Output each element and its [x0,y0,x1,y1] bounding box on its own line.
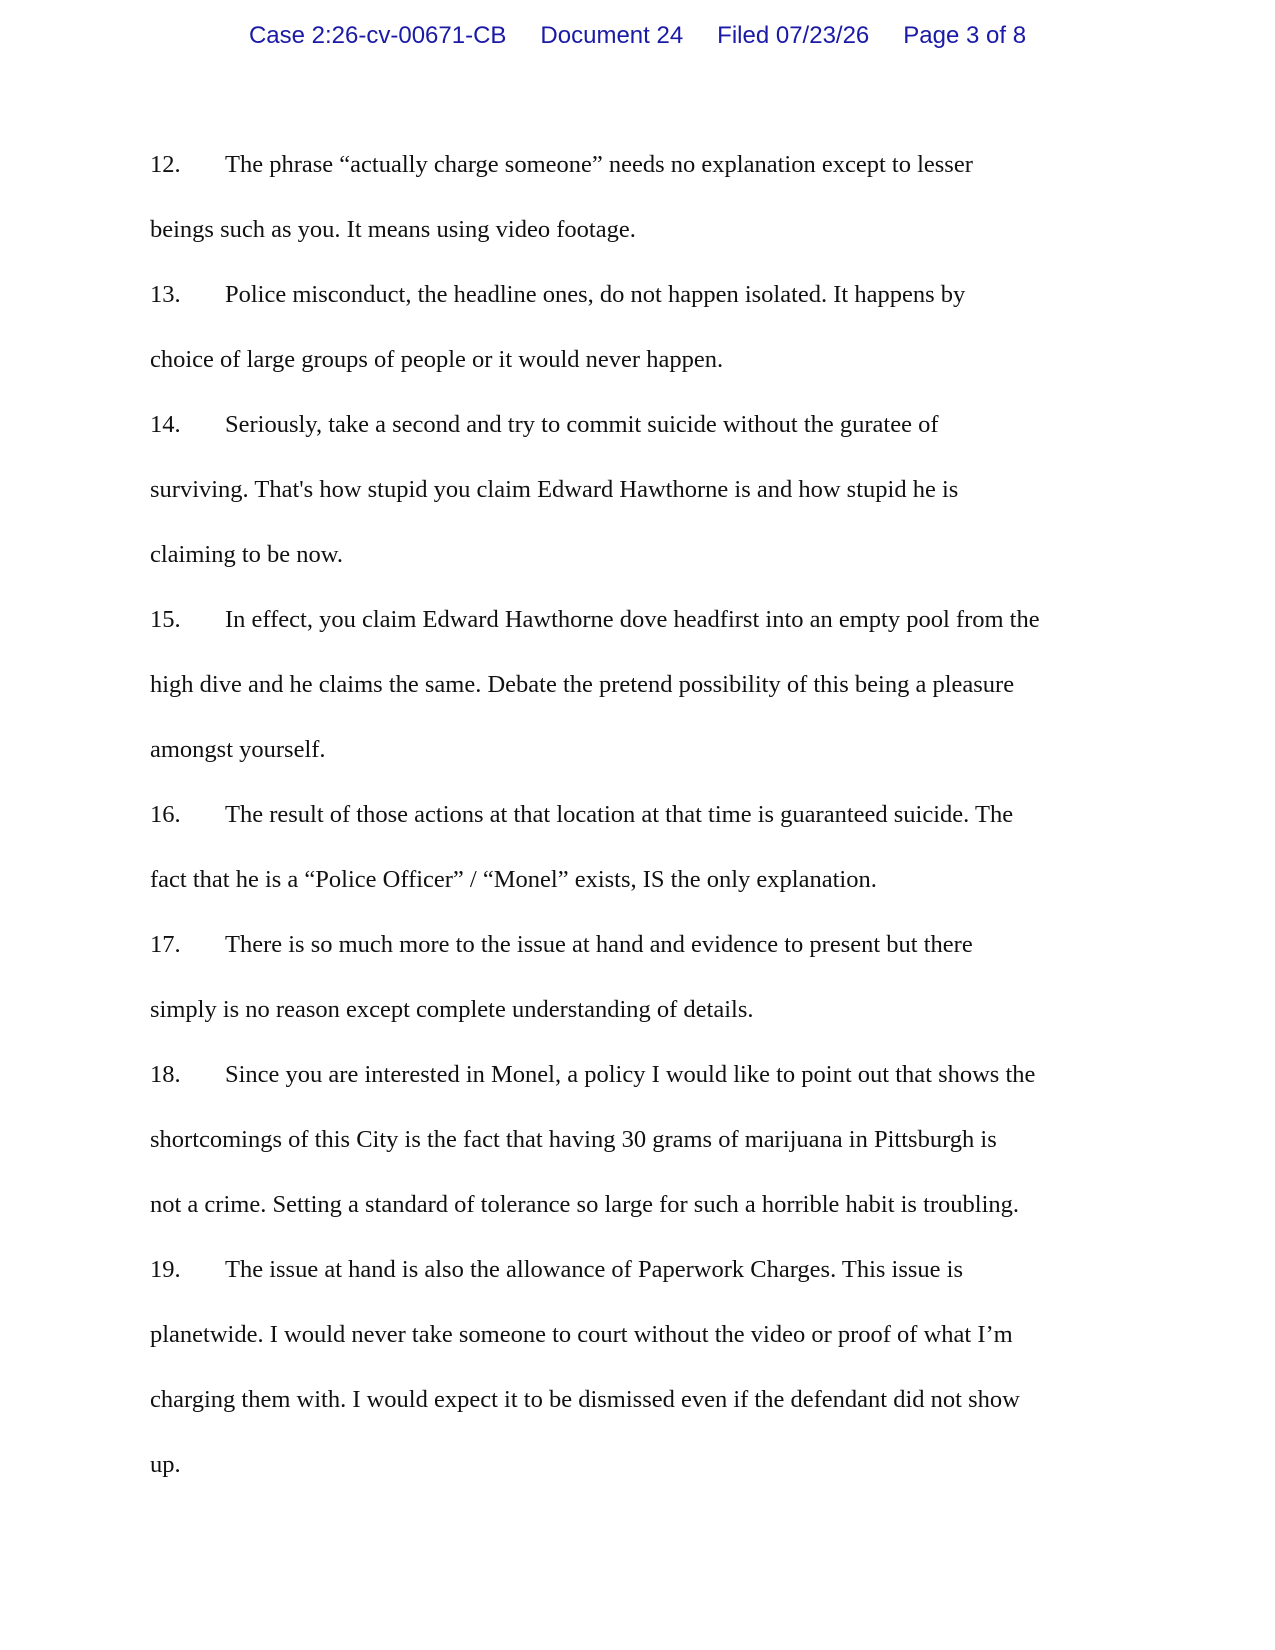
paragraph-text: high dive and he claims the same. Debate the pretend possibility of this being a pleasure [150,671,1015,698]
numbered-paragraph [150,132,1140,262]
paragraph-line [150,782,1140,847]
paragraph-line [150,1107,1140,1172]
paragraph-line [150,522,1140,587]
paragraph-text: In effect, you claim Edward Hawthorne dove headfirst into an empty pool from the [225,606,1040,633]
paragraph-line [150,262,1140,327]
paragraph-text: not a crime. Setting a standard of tolerance so large for such a horrible habit is troubling. [150,1191,1020,1218]
paragraph-number: 15. [150,606,181,633]
paragraph-line [150,652,1140,717]
numbered-paragraph [150,1237,1140,1497]
paragraph-line [150,847,1140,912]
case-number: Case 2:26-cv-00671-CB [248,22,507,49]
paragraph-line [150,912,1140,977]
paragraph-number: 12. [150,151,181,178]
paragraph-text: Since you are interested in Monel, a policy I would like to point out that shows the [225,1061,1036,1088]
paragraph-line [150,132,1140,197]
paragraph-line [150,327,1140,392]
document-number: Document 24 [540,22,684,49]
paragraph-text: shortcomings of this City is the fact that having 30 grams of marijuana in Pittsburgh is [150,1126,997,1153]
paragraph-number: 13. [150,281,181,308]
paragraph-line [150,1237,1140,1302]
numbered-paragraph [150,262,1140,392]
paragraph-text: claiming to be now. [150,541,344,568]
paragraph-text: The phrase “actually charge someone” needs no explanation except to lesser [225,151,973,178]
paragraph-line [150,392,1140,457]
paragraph-text: There is so much more to the issue at hand and evidence to present but there [225,931,973,958]
paragraph-text: choice of large groups of people or it would never happen. [150,346,724,373]
paragraph-text: charging them with. I would expect it to be dismissed even if the defendant did not show [150,1386,1020,1413]
numbered-paragraph [150,1042,1140,1237]
paragraph-text: Seriously, take a second and try to commit suicide without the guratee of [225,411,939,438]
paragraph-text: The result of those actions at that location at that time is guaranteed suicide. The [225,801,1014,828]
paragraph-text: Police misconduct, the headline ones, do not happen isolated. It happens by [225,281,966,308]
paragraph-line [150,197,1140,262]
paragraph-text: The issue at hand is also the allowance of Paperwork Charges. This issue is [225,1256,964,1283]
paragraph-number: 19. [150,1256,181,1283]
paragraph-line [150,457,1140,522]
document-header [0,22,1275,50]
paragraph-line [150,1302,1140,1367]
paragraph-number: 18. [150,1061,181,1088]
paragraph-number: 14. [150,411,181,438]
paragraph-text: beings such as you. It means using video footage. [150,216,636,243]
paragraph-number: 17. [150,931,181,958]
paragraph-text: simply is no reason except complete understanding of details. [150,996,754,1023]
paragraph-number: 16. [150,801,181,828]
numbered-paragraph [150,912,1140,1042]
paragraph-text: surviving. That's how stupid you claim Edward Hawthorne is and how stupid he is [150,476,959,503]
paragraph-line [150,1042,1140,1107]
paragraph-line [150,1432,1140,1497]
paragraph-text: up. [150,1451,181,1478]
filed-date: Filed 07/23/26 [717,22,870,49]
paragraph-text: fact that he is a “Police Officer” / “Monel” exists, IS the only explanation. [150,866,877,893]
paragraph-text: amongst yourself. [150,736,326,763]
paragraph-line [150,587,1140,652]
paragraph-text: planetwide. I would never take someone to court without the video or proof of what I’m [150,1321,1013,1348]
paragraph-line [150,1367,1140,1432]
numbered-paragraph [150,587,1140,782]
paragraph-line [150,977,1140,1042]
paragraph-line [150,717,1140,782]
numbered-paragraph [150,392,1140,587]
numbered-paragraph [150,782,1140,912]
page-indicator: Page 3 of 8 [903,22,1027,49]
paragraph-line [150,1172,1140,1237]
document-body [150,132,1140,1497]
